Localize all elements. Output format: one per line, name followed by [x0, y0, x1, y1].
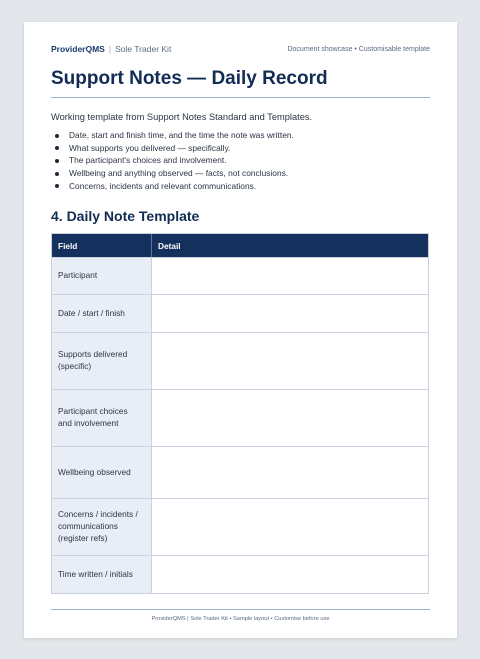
detail-input-cell[interactable] — [152, 556, 428, 593]
bullet-item — [51, 154, 294, 167]
brand-kit-name: Sole Trader Kit — [115, 44, 172, 54]
column-header-field: Field — [52, 234, 152, 257]
table-row — [52, 389, 428, 446]
bullet-list — [51, 129, 294, 192]
table-row — [52, 498, 428, 555]
footer-divider — [51, 609, 430, 610]
bullet-item — [51, 180, 294, 193]
field-label: Supports delivered (specific) — [52, 333, 152, 389]
field-label: Participant choices and involvement — [52, 390, 152, 446]
page-footer: ProviderQMS | Sole Trader Kit • Sample layout • Customise before use — [151, 616, 330, 622]
section-title: 4. Daily Note Template — [51, 208, 200, 224]
field-label: Concerns / incidents / communications (register refs) — [52, 499, 152, 555]
daily-note-table — [51, 233, 429, 594]
document-page — [24, 22, 457, 638]
table-row — [52, 332, 428, 389]
bullet-dot-icon — [55, 146, 59, 150]
detail-input-cell[interactable] — [152, 390, 428, 446]
bullet-text: Wellbeing and anything observed — facts, not conclusions. — [69, 168, 289, 179]
bullet-item — [51, 167, 294, 180]
detail-input-cell[interactable] — [152, 295, 428, 332]
bullet-dot-icon — [55, 172, 59, 176]
bullet-text: Concerns, incidents and relevant communications. — [69, 180, 257, 191]
field-label: Participant — [52, 258, 152, 294]
bullet-dot-icon — [55, 134, 59, 138]
brand-name: ProviderQMS — [51, 44, 105, 54]
brand — [51, 44, 171, 54]
detail-input-cell[interactable] — [152, 333, 428, 389]
table-row — [52, 257, 428, 294]
bullet-item — [51, 129, 294, 142]
page-title: Support Notes — Daily Record — [51, 68, 328, 89]
title-divider — [51, 97, 430, 98]
intro-text: Working template from Support Notes Standard and Templates. — [51, 112, 313, 122]
table-row — [52, 294, 428, 332]
bullet-text: What supports you delivered — specifically. — [69, 142, 231, 153]
bullet-dot-icon — [55, 159, 59, 163]
bullet-text: The participant's choices and involvement. — [69, 155, 227, 166]
detail-input-cell[interactable] — [152, 258, 428, 294]
detail-input-cell[interactable] — [152, 447, 428, 498]
column-header-detail: Detail — [158, 240, 181, 251]
field-label: Time written / initials — [52, 556, 152, 593]
header-tagline: Document showcase • Customisable template — [287, 45, 430, 53]
table-row — [52, 555, 428, 593]
field-label: Date / start / finish — [52, 295, 152, 332]
bullet-item — [51, 142, 294, 155]
table-header — [52, 234, 428, 257]
detail-input-cell[interactable] — [152, 499, 428, 555]
table-row — [52, 446, 428, 498]
field-label: Wellbeing observed — [52, 447, 152, 498]
bullet-dot-icon — [55, 184, 59, 188]
bullet-text: Date, start and finish time, and the time the note was written. — [69, 130, 294, 140]
page-header — [51, 42, 430, 56]
brand-separator: | — [108, 44, 112, 54]
